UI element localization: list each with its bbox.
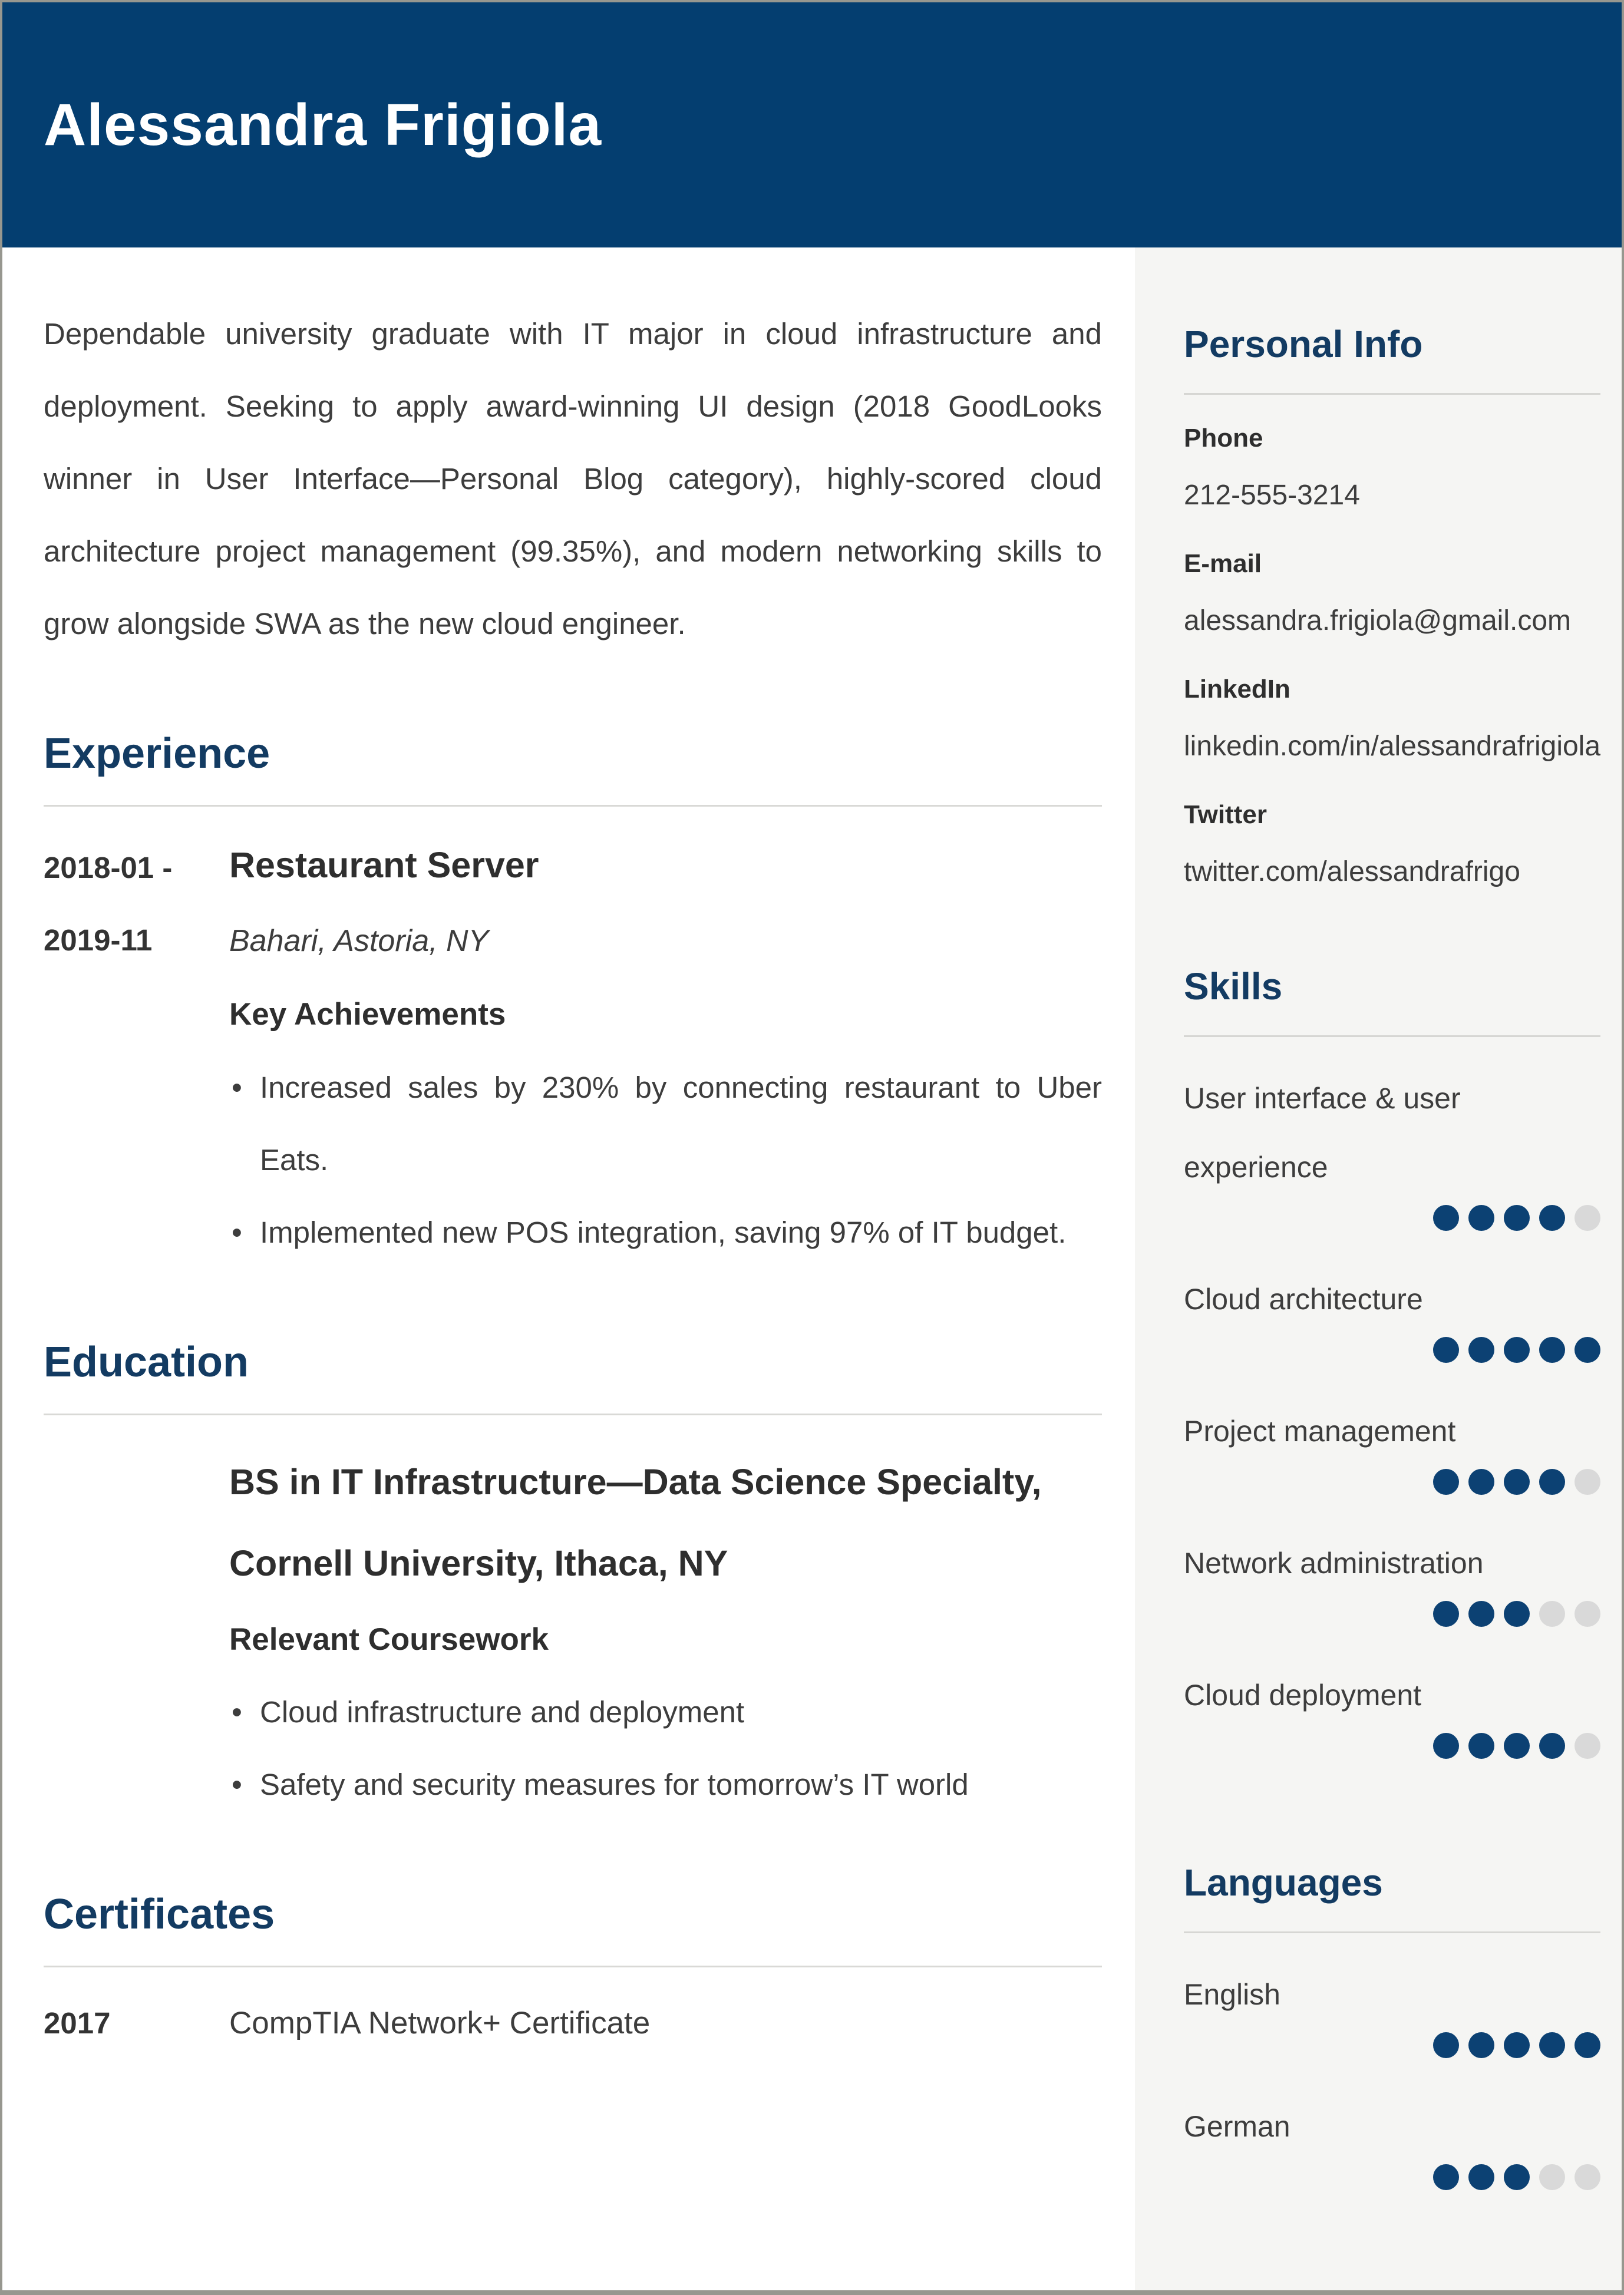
content-columns	[2, 247, 1622, 2290]
main-column	[2, 247, 1135, 2290]
skill-rating	[1184, 1733, 1600, 1759]
language-rating	[1184, 2164, 1600, 2190]
sidebar	[1135, 247, 1624, 2290]
rating-dot-filled	[1504, 1733, 1530, 1759]
phone-value: 212-555-3214	[1184, 480, 1360, 511]
skills-section	[1184, 966, 1600, 1759]
rating-dot-filled	[1539, 1733, 1565, 1759]
sidebar-divider	[1184, 1931, 1600, 1933]
rating-dot-filled	[1575, 2032, 1600, 2058]
sidebar-divider	[1184, 393, 1600, 395]
skills-title: Skills	[1184, 965, 1283, 1008]
bullet-icon: •	[232, 1216, 242, 1249]
language-rating	[1184, 2032, 1600, 2058]
bullet-icon: •	[232, 1695, 242, 1729]
rating-dot-filled	[1504, 1205, 1530, 1231]
rating-dot-filled	[1504, 2032, 1530, 2058]
skill-item	[1184, 1529, 1600, 1627]
email-label: E-mail	[1184, 549, 1262, 578]
achievement-text: Increased sales by 230% by connecting restaurant to Uber Eats.	[260, 1071, 1102, 1177]
rating-dot-filled	[1433, 1469, 1459, 1495]
rating-dot-filled	[1468, 1205, 1494, 1231]
skill-item	[1184, 1064, 1600, 1231]
language-name: German	[1184, 2110, 1290, 2143]
achievements-list	[229, 1051, 1102, 1269]
skill-rating	[1184, 1469, 1600, 1495]
degree-title: BS in IT Infrastructure—Data Science Specialty, Cornell University, Ithaca, NY	[229, 1462, 1042, 1583]
rating-dot-empty	[1575, 1469, 1600, 1495]
rating-dot-filled	[1433, 2032, 1459, 2058]
rating-dot-filled	[1504, 1337, 1530, 1363]
coursework-item	[229, 1748, 1102, 1821]
rating-dot-filled	[1504, 1469, 1530, 1495]
education-section-title: Education	[44, 1339, 249, 1386]
skill-name: User interface & user experience	[1184, 1082, 1461, 1184]
rating-dot-filled	[1539, 1205, 1565, 1231]
email-value: alessandra.frigiola@gmail.com	[1184, 605, 1571, 636]
achievement-item	[229, 1051, 1102, 1196]
date-start: 2018-01 -	[44, 851, 173, 884]
coursework-heading: Relevant Coursework	[229, 1622, 549, 1657]
skill-name: Cloud architecture	[1184, 1283, 1423, 1316]
skill-name: Cloud deployment	[1184, 1679, 1422, 1712]
certificate-name: CompTIA Network+ Certificate	[229, 2006, 651, 2040]
section-divider	[44, 1966, 1102, 1967]
language-item	[1184, 2092, 1600, 2190]
rating-dot-empty	[1539, 1601, 1565, 1627]
skill-rating	[1184, 1601, 1600, 1627]
rating-dot-empty	[1575, 1205, 1600, 1231]
skill-item	[1184, 1661, 1600, 1759]
rating-dot-filled	[1433, 2164, 1459, 2190]
achievement-item	[229, 1196, 1102, 1269]
rating-dot-filled	[1468, 1733, 1494, 1759]
bullet-icon: •	[232, 1071, 242, 1104]
summary-paragraph: Dependable university graduate with IT major in cloud infrastructure and deployment. Seeking to apply award-winning UI design (2018 GoodLooks winner in User Interface—Personal Blog category), highly-scored cloud architecture project management (99.35%), and modern networking skills to grow alongside SWA as the new cloud engineer.	[44, 317, 1102, 640]
experience-entry	[44, 831, 1102, 1269]
certificate-year: 2017	[44, 2006, 111, 2040]
section-education	[44, 1339, 1102, 1821]
rating-dot-empty	[1539, 2164, 1565, 2190]
bullet-icon: •	[232, 1768, 242, 1801]
twitter-value: twitter.com/alessandrafrigo	[1184, 856, 1520, 887]
rating-dot-filled	[1575, 1337, 1600, 1363]
education-entry-body	[229, 1441, 1102, 1821]
skill-item	[1184, 1265, 1600, 1363]
company-name: Bahari, Astoria, NY	[229, 924, 489, 958]
skill-item	[1184, 1397, 1600, 1495]
candidate-name: Alessandra Frigiola	[44, 91, 602, 158]
achievement-text: Implemented new POS integration, saving 97% of IT budget.	[260, 1216, 1067, 1249]
rating-dot-filled	[1468, 1601, 1494, 1627]
skill-rating	[1184, 1205, 1600, 1231]
rating-dot-filled	[1468, 2164, 1494, 2190]
rating-dot-filled	[1504, 2164, 1530, 2190]
experience-entry-body	[229, 831, 1102, 1269]
personal-info-title: Personal Info	[1184, 323, 1423, 365]
education-entry	[44, 1441, 1102, 1821]
rating-dot-filled	[1468, 1469, 1494, 1495]
education-date-range	[44, 1441, 229, 1821]
rating-dot-filled	[1539, 1337, 1565, 1363]
language-name: English	[1184, 1978, 1280, 2011]
rating-dot-filled	[1433, 1337, 1459, 1363]
languages-title: Languages	[1184, 1861, 1383, 1904]
experience-date-range	[44, 831, 229, 1269]
section-certificates	[44, 1891, 1102, 2059]
section-divider	[44, 805, 1102, 807]
rating-dot-empty	[1575, 1601, 1600, 1627]
twitter-label: Twitter	[1184, 800, 1267, 829]
rating-dot-filled	[1539, 2032, 1565, 2058]
rating-dot-empty	[1575, 2164, 1600, 2190]
date-end: 2019-11	[44, 923, 153, 957]
linkedin-value: linkedin.com/in/alessandrafrigiola	[1184, 731, 1601, 762]
job-title: Restaurant Server	[229, 845, 539, 885]
skill-name: Network administration	[1184, 1547, 1484, 1580]
coursework-list	[229, 1676, 1102, 1821]
rating-dot-filled	[1539, 1469, 1565, 1495]
header-banner	[2, 2, 1622, 247]
section-divider	[44, 1414, 1102, 1415]
achievements-heading: Key Achievements	[229, 997, 506, 1032]
phone-label: Phone	[1184, 424, 1263, 453]
rating-dot-filled	[1433, 1733, 1459, 1759]
rating-dot-filled	[1433, 1601, 1459, 1627]
section-experience	[44, 731, 1102, 1269]
certificates-section-title: Certificates	[44, 1891, 275, 1938]
personal-info-section	[1184, 323, 1600, 889]
languages-section	[1184, 1862, 1600, 2190]
linkedin-label: LinkedIn	[1184, 675, 1290, 704]
certificate-entry	[44, 1987, 1102, 2059]
coursework-item	[229, 1676, 1102, 1748]
rating-dot-filled	[1468, 1337, 1494, 1363]
language-item	[1184, 1960, 1600, 2058]
rating-dot-filled	[1504, 1601, 1530, 1627]
coursework-text: Cloud infrastructure and deployment	[260, 1695, 745, 1729]
sidebar-divider	[1184, 1035, 1600, 1037]
skill-name: Project management	[1184, 1415, 1456, 1448]
skill-rating	[1184, 1337, 1600, 1363]
coursework-text: Safety and security measures for tomorrow’s IT world	[260, 1768, 969, 1801]
experience-section-title: Experience	[44, 730, 270, 777]
rating-dot-filled	[1433, 1205, 1459, 1231]
rating-dot-filled	[1468, 2032, 1494, 2058]
rating-dot-empty	[1575, 1733, 1600, 1759]
